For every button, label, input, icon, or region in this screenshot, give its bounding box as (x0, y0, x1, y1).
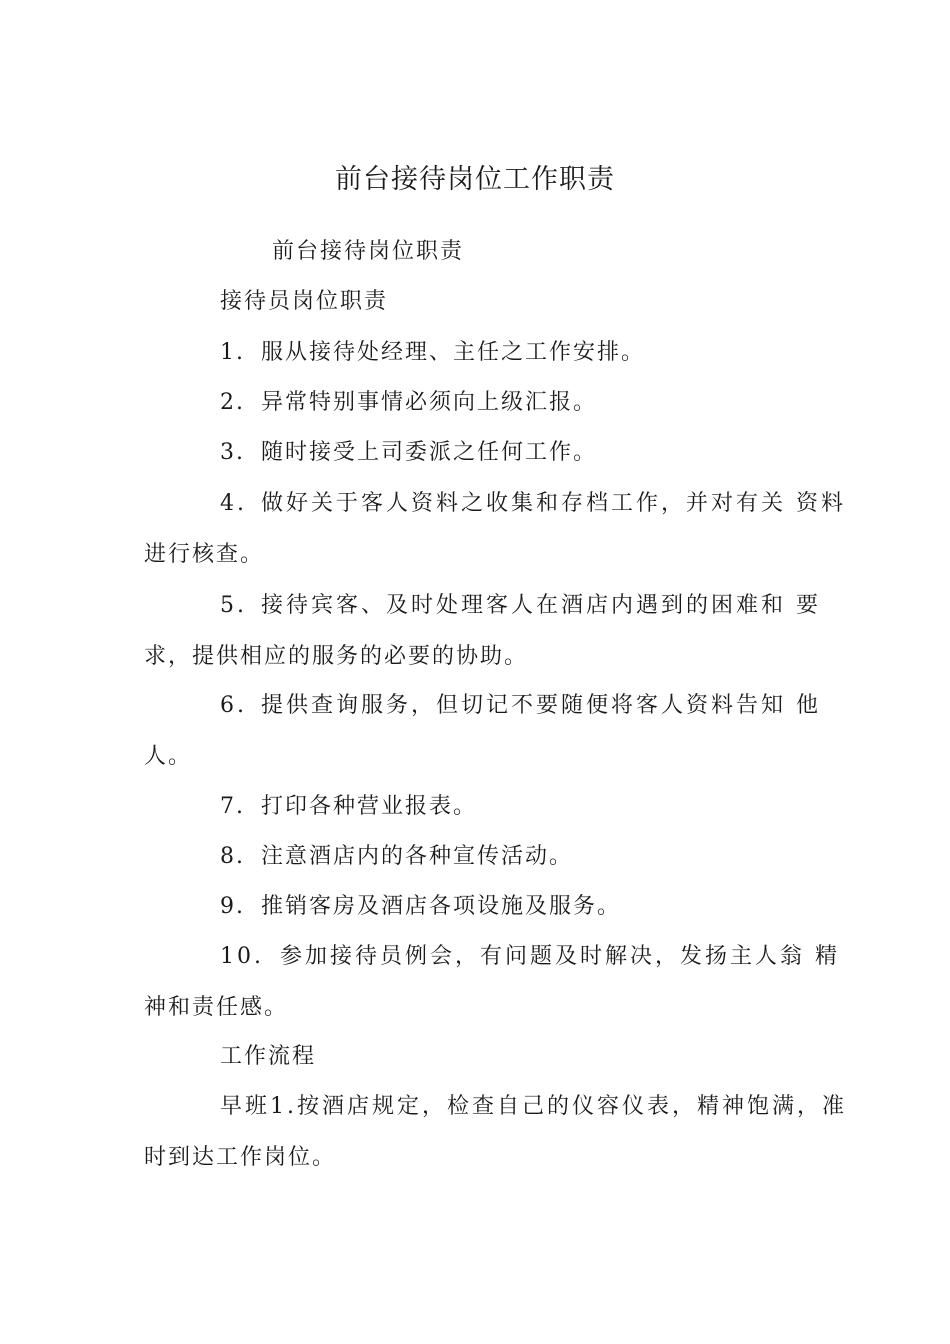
item-number: 1. (220, 340, 245, 365)
list-item (220, 590, 821, 622)
item-number: 2. (220, 390, 245, 415)
list-item (220, 841, 573, 873)
list-item (220, 387, 597, 419)
list-item (220, 891, 621, 923)
item-text: 做好关于客人资料之收集和存档工作，并对有关 资料 (261, 491, 846, 516)
workflow-paragraph-continuation: 时到达工作岗位。 (144, 1145, 337, 1170)
list-item (220, 690, 821, 722)
item-text: 服从接待处经理、主任之工作安排。 (261, 340, 646, 365)
list-item-continuation: 人。 (144, 744, 193, 769)
workflow-paragraph (220, 1091, 847, 1123)
subtitle: 前台接待岗位职责 (272, 239, 465, 264)
item-number: 8. (220, 844, 245, 869)
list-item (220, 488, 846, 520)
item-number: 10. (220, 944, 264, 969)
list-item-continuation: 进行核查。 (144, 542, 265, 567)
item-text: 参加接待员例会，有问题及时解决，发扬主人翁 精 (280, 944, 840, 969)
item-text: 注意酒店内的各种宣传活动。 (261, 844, 574, 869)
item-number: 5. (220, 593, 247, 618)
list-item-continuation: 求，提供相应的服务的必要的协助。 (144, 644, 529, 669)
item-number: 3. (220, 440, 245, 465)
item-number: 6. (220, 693, 247, 718)
item-text: 提供查询服务，但切记不要随便将客人资料告知 他 (261, 693, 821, 718)
list-item (220, 337, 645, 369)
item-text: 随时接受上司委派之任何工作。 (261, 440, 598, 465)
shift-label: 早班 (220, 1094, 271, 1119)
list-item-continuation: 神和责任感。 (144, 995, 289, 1020)
section-heading-duties: 接待员岗位职责 (220, 289, 389, 314)
list-item (220, 437, 597, 469)
list-item (220, 791, 477, 823)
section-heading-workflow: 工作流程 (220, 1044, 317, 1069)
item-number: 9. (220, 894, 245, 919)
item-text: 推销客房及酒店各项设施及服务。 (261, 894, 622, 919)
document-title: 前台接待岗位工作职责 (335, 164, 615, 195)
paragraph-text: 1.按酒店规定，检查自己的仪容仪表，精神饱满，准 (270, 1094, 848, 1119)
list-item (220, 941, 840, 973)
item-text: 接待宾客、及时处理客人在酒店内遇到的困难和 要 (261, 593, 821, 618)
item-number: 4. (220, 491, 247, 516)
item-text: 打印各种营业报表。 (261, 794, 478, 819)
item-number: 7. (220, 794, 245, 819)
item-text: 异常特别事情必须向上级汇报。 (261, 390, 598, 415)
